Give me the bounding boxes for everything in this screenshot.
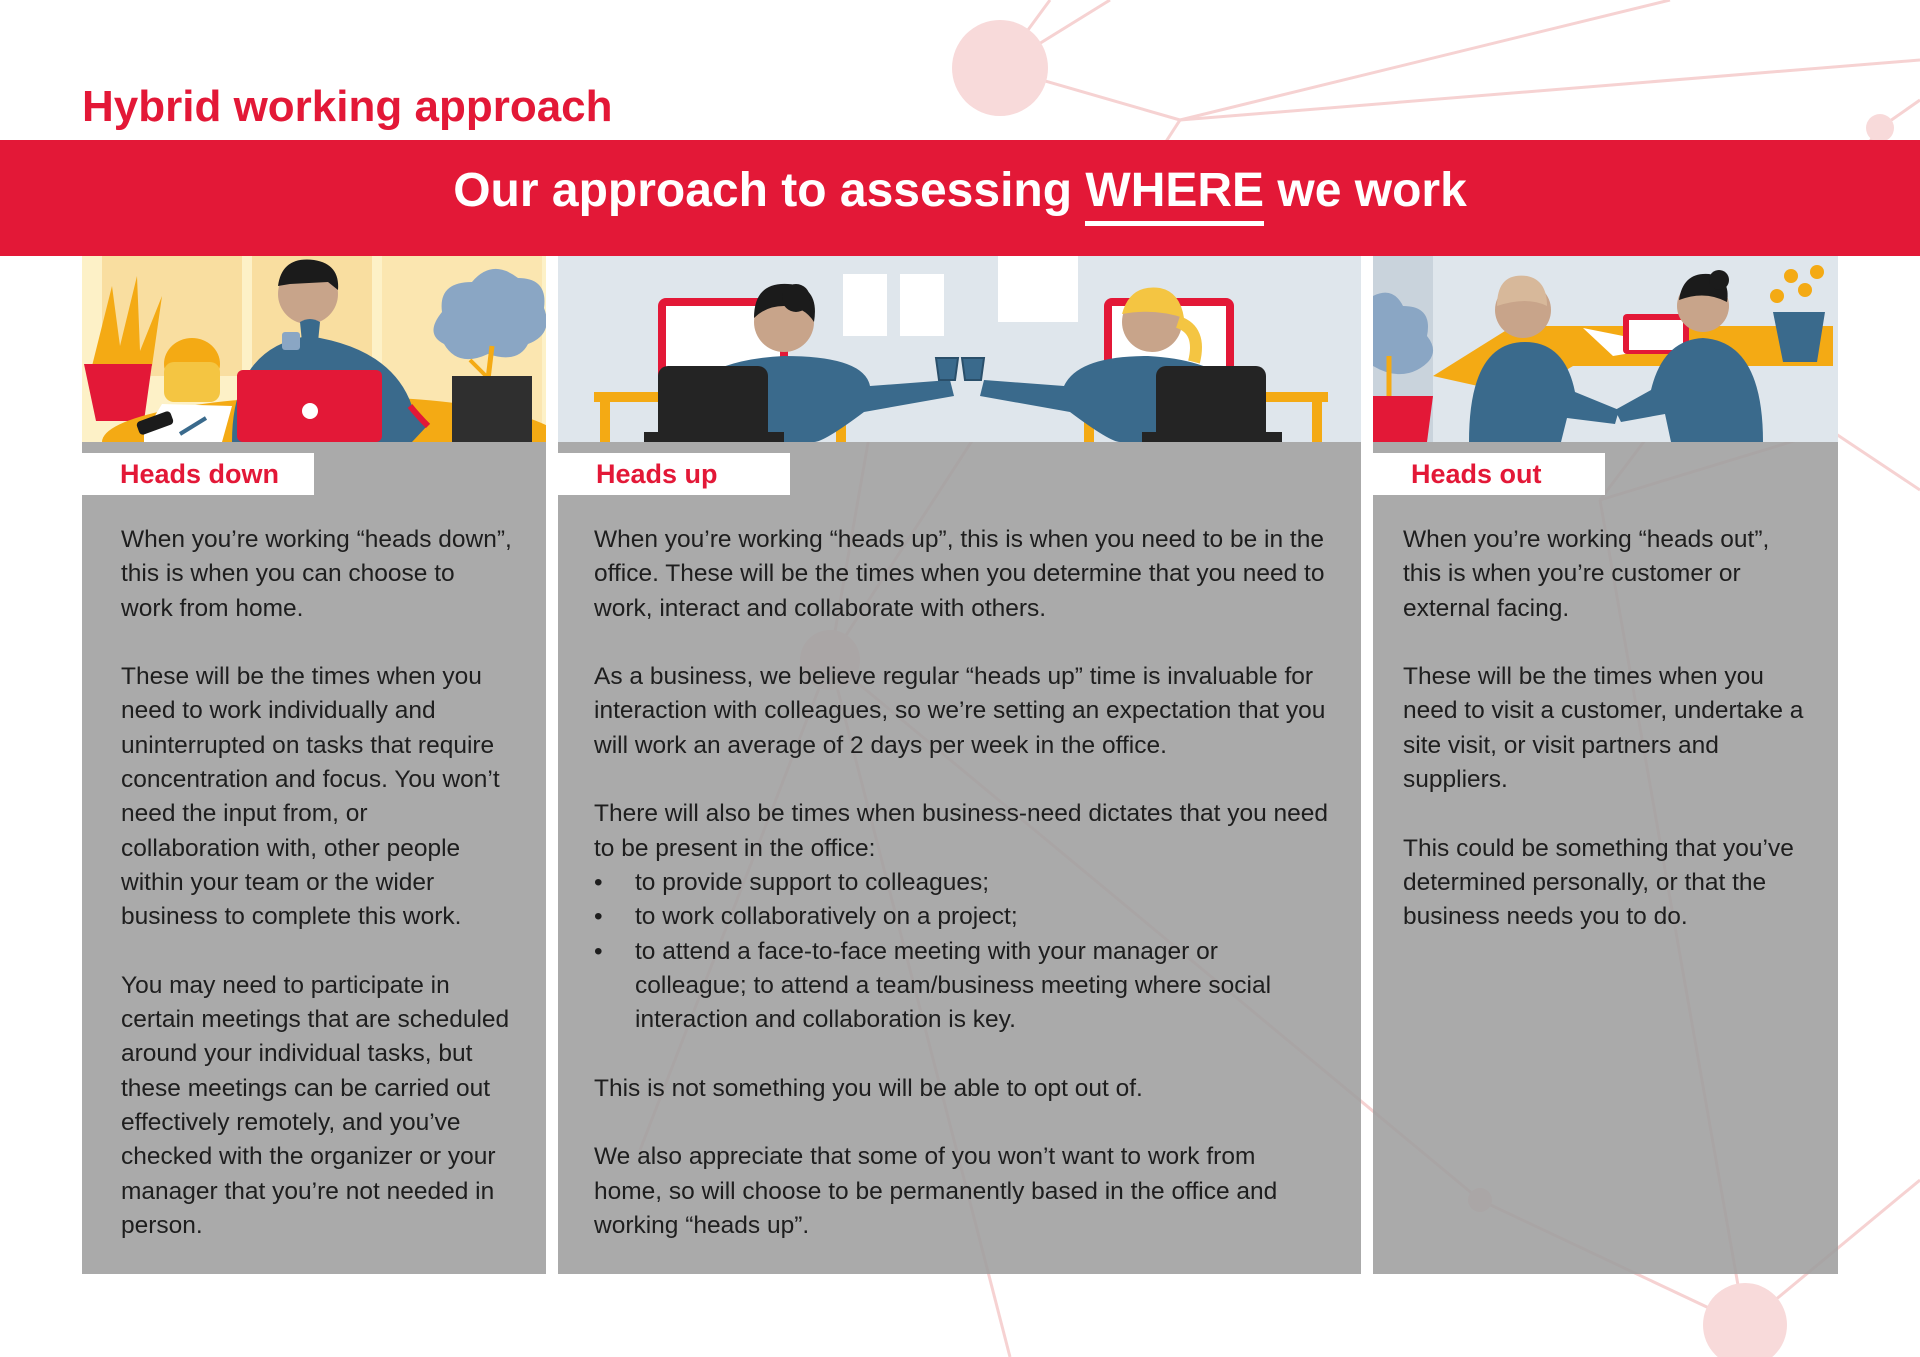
heads-out-paragraph-3: This could be something that you’ve determined personally, or that the business needs you to do.: [1403, 834, 1794, 931]
bullet-text: to work collaboratively on a project;: [635, 903, 1018, 931]
heads-up-bullet-list: [594, 866, 1330, 1037]
list-item: [594, 866, 1330, 900]
page-title: Hybrid working approach: [82, 82, 613, 131]
tab-heads-out: Heads out: [1373, 453, 1605, 495]
list-item: [594, 900, 1330, 934]
banner-text-before: Our approach to assessing: [453, 163, 1086, 217]
bullet-marker: •: [594, 868, 603, 896]
bullet-text: to provide support to colleagues;: [635, 868, 990, 896]
heads-out-illustration: [1373, 256, 1838, 442]
colleagues-toasting-in-office-icon: [558, 256, 1361, 442]
person-working-from-home-icon: [82, 256, 546, 442]
heads-up-paragraph-3: There will also be times when business-need dictates that you need to be present in the office:: [594, 800, 1329, 862]
tab-heads-up: Heads up: [558, 453, 790, 495]
header-banner: [0, 140, 1920, 256]
heads-down-paragraph-1: When you’re working “heads down”, this is when you can choose to work from home.: [121, 526, 512, 622]
heads-down-text: [121, 523, 513, 1278]
heads-up-paragraph-1: When you’re working “heads up”, this is when you need to be in the office. These will be the times when you determine that you need to work, interact and collaborate with others.: [594, 526, 1325, 622]
heads-down-paragraph-3: You may need to participate in certain meetings that are scheduled around your individual tasks, but these meetings can be carried out effectively remotely, and you’ve checked with the organizer or your manager that you’re not needed in person.: [121, 971, 510, 1239]
bullet-text: to attend a face-to-face meeting with your manager or colleague; to attend a team/business meeting where social interaction and collaboration is key.: [635, 937, 1272, 1034]
list-item: [594, 935, 1330, 1038]
banner-title: [453, 163, 1467, 226]
heads-up-closing-1: This is not something you will be able to opt out of.: [594, 1074, 1143, 1102]
heads-up-illustration: [558, 256, 1361, 442]
heads-up-text: [594, 523, 1330, 1278]
bullet-marker: •: [594, 937, 603, 965]
bullet-marker: •: [594, 903, 603, 931]
people-shaking-hands-icon: [1373, 256, 1838, 442]
heads-up-closing-2: We also appreciate that some of you won’t want to work from home, so will choose to be permanently based in the office and working “heads up”.: [594, 1143, 1278, 1239]
heads-down-illustration: [82, 256, 546, 442]
heads-out-text: [1403, 523, 1809, 969]
tab-heads-down: Heads down: [82, 453, 314, 495]
heads-down-paragraph-2: These will be the times when you need to work individually and uninterrupted on tasks that require concentration and focus. You won’t need the input from, or collaboration with, other people within your team or the wider business to complete this work.: [121, 663, 500, 931]
heads-out-paragraph-1: When you’re working “heads out”, this is when you’re customer or external facing.: [1403, 526, 1770, 622]
heads-out-paragraph-2: These will be the times when you need to visit a customer, undertake a site visit, or visit partners and suppliers.: [1403, 663, 1804, 794]
banner-highlight-word: WHERE: [1085, 167, 1264, 226]
banner-text-after: we work: [1264, 163, 1467, 217]
heads-up-paragraph-2: As a business, we believe regular “heads up” time is invaluable for interaction with colleagues, so we’re setting an expectation that you will work an average of 2 days per week in the office.: [594, 663, 1326, 759]
